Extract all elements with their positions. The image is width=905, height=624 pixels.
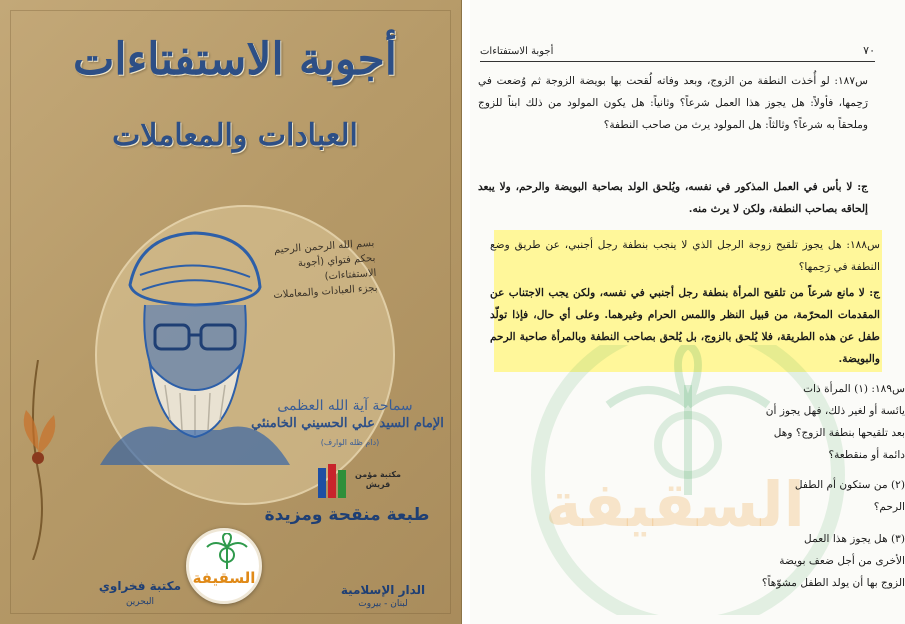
q189-line: يائسة أو لغير ذلك، فهل يجوز أن xyxy=(765,405,905,417)
watermark-text: السقيفة xyxy=(192,569,256,587)
publisher-left-location: البحرين xyxy=(125,597,155,607)
publisher-right xyxy=(318,583,448,611)
page-number: ٧٠ xyxy=(863,44,875,57)
cover-title: أجوبة الاستفتاءات xyxy=(72,34,398,85)
answer-187: ج: لا بأس في العمل المذكور في نفسه، ويُلحق الولد بصاحبة البويضة والرحم، ولا يبعد إلحاقه بصاحب النطفة، ولكن لا يرث منه. xyxy=(478,181,868,215)
author-honorific: سماحة آية الله العظمى xyxy=(277,398,413,414)
q189-3-line: الأخرى من أجل ضعف بويضة xyxy=(779,555,905,567)
watermark-badge xyxy=(186,528,262,604)
watermark-text-large: السقيفة xyxy=(545,468,805,541)
publisher-logo-icon xyxy=(318,464,348,498)
q189-3-line: الزوج بها أن يولد الطفل مشوّهاً؟ xyxy=(761,577,905,589)
q189-line: بعد تلقيحها بنطفة الزوج؟ وهل xyxy=(773,427,905,439)
page-header xyxy=(480,44,875,62)
running-head: أجوبة الاستفتاءات xyxy=(480,46,554,57)
author-note: (دام ظله الوارف) xyxy=(320,438,380,447)
floral-ornament xyxy=(8,360,68,560)
handwriting-line: بسم الله الرحمن الرحيم xyxy=(273,237,375,256)
q189-2-line: الرحم؟ xyxy=(873,501,905,513)
publisher-left-name: مكتبة فخراوي xyxy=(98,579,182,593)
cover-subtitle: العبادات والمعاملات xyxy=(112,118,358,153)
question-187: س١٨٧: لو أُخذت النطفة من الزوج، وبعد وفاته لُقحت بها بويضة الزوجة ثم وُضعت في رَحِمها، فأولاً: هل يجوز هذا العمل شرعاً؟ وثانياً: هل يكون المولود من ذلك ابناً للزوج وملحقاً به شرعاً؟ وثالثاً: هل المولود يرث من صاحب النطفة؟ xyxy=(478,75,868,131)
handwriting-line: بجزء العبادات والمعاملات xyxy=(273,282,378,302)
publisher-right-location: لبنان - بيروت xyxy=(358,599,408,609)
q189-3-line: (٣) هل يجوز هذا العمل xyxy=(804,533,905,545)
question-189-part-2 xyxy=(715,474,905,518)
answer-188: ج: لا مانع شرعاً من تلقيح المرأة بنطفة رجل أجنبي في نفسه، ولكن يجب الاجتناب عن المقدمات المحرّمة، من قبيل النظر واللمس الحرام وغيرهما. وعلى أي حال، فإذا تولّد طفل عن هذه الطريقة، فلا يُلحق بالزوج، بل يُلحق بصاحب النطفة وبالمرأة صاحبة الرحم والبويضة. xyxy=(490,287,880,365)
publisher-logo-text: مكتبة مؤمن قريش xyxy=(355,470,401,489)
author-name: الإمام السيد علي الحسيني الخامنئي xyxy=(251,416,444,431)
handwriting-line: بحكم فتواي (أجوبة الاستفتاءات) xyxy=(297,252,377,283)
palm-icon xyxy=(189,533,262,573)
question-189 xyxy=(715,378,905,466)
question-188: س١٨٨: هل يجوز تلقيح زوجة الرجل الذي لا ينجب بنطفة رجل أجنبي، عن طريق وضع النطفة في رَحِمها؟ xyxy=(490,239,880,273)
handwritten-note xyxy=(254,236,378,304)
book-page xyxy=(470,0,905,624)
question-189-part-3 xyxy=(715,528,905,594)
publisher-right-name: الدار الإسلامية xyxy=(340,583,426,597)
q189-line: دائمة أو منقطعة؟ xyxy=(828,449,905,461)
q189-line: س١٨٩: (١) المرأة ذات xyxy=(803,383,905,395)
edition-label: طبعة منقحة ومزيدة xyxy=(264,505,430,525)
q189-2-line: (٢) من ستكون أم الطفل xyxy=(794,479,905,491)
